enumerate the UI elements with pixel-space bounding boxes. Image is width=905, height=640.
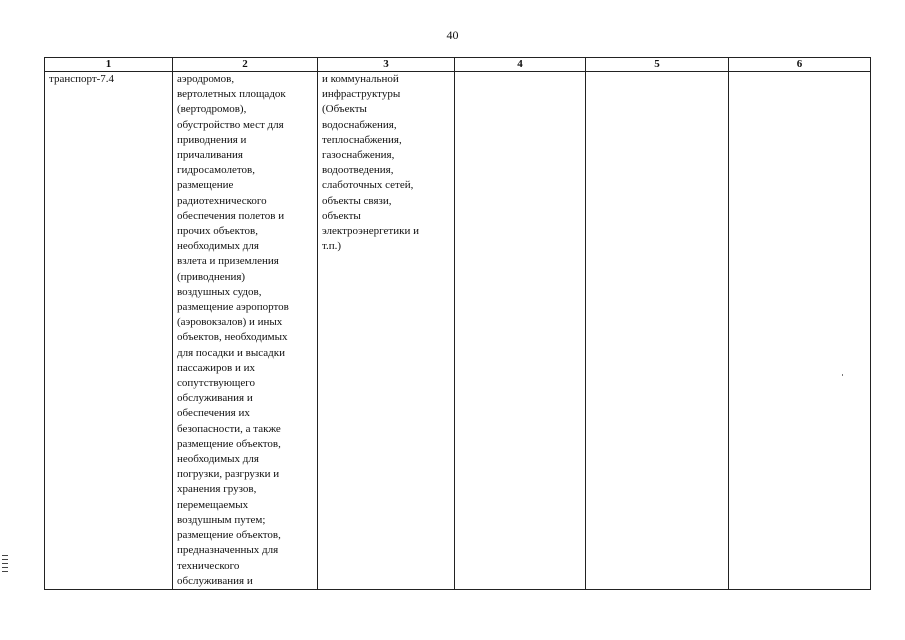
cell-description: аэродромов, вертолетных площадок (вертодромов), обустройство мест для приводнения и причаливания гидросамолетов, размещение радиотехнического обеспечения полетов и прочих объектов, необходимых для взлета и приземления (приводнения) воздушных судов, размещение аэропортов (аэровокзалов) и иных объектов, необходимых для посадки и высадки пассажиров и их сопутствующего обслуживания и обеспечения их безопасности, а также размещение объектов, необходимых для погрузки, разгрузки и хранения грузов, перемещаемых воздушным путем; размещение объектов, предназначенных для технического обслуживания и	[173, 72, 318, 590]
column-header-2: 2	[173, 58, 318, 72]
column-header-6: 6	[729, 58, 871, 72]
cell-infrastructure: и коммунальной инфраструктуры (Объекты водоснабжения, теплоснабжения, газоснабжения, водоотведения, слаботочных сетей, объекты связи, объекты электроэнергетики и т.п.)	[318, 72, 455, 590]
cell-code: транспорт-7.4	[45, 72, 173, 590]
cell-column-6	[729, 72, 871, 590]
column-header-4: 4	[455, 58, 586, 72]
column-header-1: 1	[45, 58, 173, 72]
cell-column-5	[586, 72, 729, 590]
scan-speck	[842, 374, 843, 376]
page-number: 40	[446, 28, 459, 42]
table-header-row	[45, 58, 871, 72]
table-row	[45, 72, 871, 590]
regulation-table	[44, 57, 871, 590]
cell-column-4	[455, 72, 586, 590]
binding-mark	[2, 555, 8, 577]
column-header-5: 5	[586, 58, 729, 72]
column-header-3: 3	[318, 58, 455, 72]
